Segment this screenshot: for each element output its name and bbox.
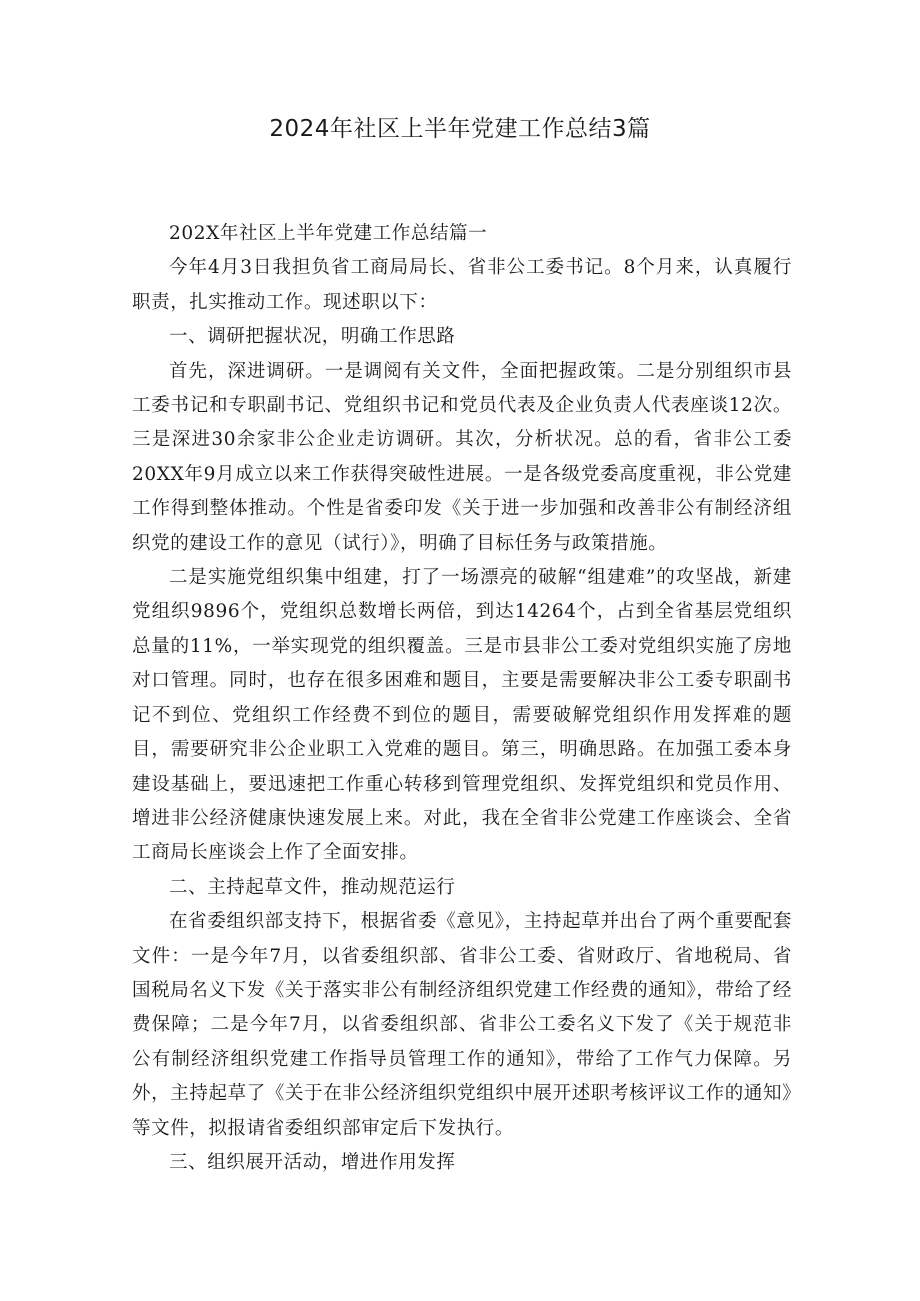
body-paragraph: 首先，深进调研。一是调阅有关文件，全面把握政策。二是分别组织市县工委书记和专职副书记、党组织书记和党员代表及企业负责人代表座谈12次。三是深进30余家非公企业走访调研。其次，分析状况。总的看，省非公工委20XX年9月成立以来工作获得突破性进展。一是各级党委高度重视，非公党建工作得到整体推动。个性是省委印发《关于进一步加强和改善非公有制经济组织党的建设工作的意见（试行）》，明确了目标任务与政策措施。 [132, 360, 792, 554]
document-body [132, 217, 792, 1180]
section-heading: 一、调研把握状况，明确工作思路 [169, 326, 456, 348]
section-heading: 三、组织展开活动，增进作用发挥 [169, 1151, 456, 1173]
body-paragraph: 二是实施党组织集中组建，打了一场漂亮的破解“组建难”的攻坚战，新建党组织9896个，党组织总数增长两倍，到达14264个，占到全省基层党组织总量的11%，一举实现党的组织覆盖。三是市县非公工委对党组织实施了房地对口管理。同时，也存在很多困难和题目，主要是需要解决非公工委专职副书记不到位、党组织工作经费不到位的题目，需要破解党组织作用发挥难的题目，需要研究非公企业职工入党难的题目。第三，明确思路。在加强工委本身建设基础上，要迅速把工作重心转移到管理党组织、发挥党组织和党员作用、增进非公经济健康快速发展上来。对此，我在全省非公党建工作座谈会、全省工商局长座谈会上作了全面安排。 [132, 567, 792, 864]
section-heading: 二、主持起草文件，推动规范运行 [169, 876, 456, 898]
section-heading: 202X年社区上半年党建工作总结篇一 [169, 223, 488, 244]
body-paragraph: 今年4月3日我担负省工商局局长、省非公工委书记。8个月来，认真履行职责，扎实推动工作。现述职以下： [132, 257, 792, 313]
document-title: 2024年社区上半年党建工作总结3篇 [269, 116, 651, 142]
body-paragraph: 在省委组织部支持下，根据省委《意见》，主持起草并出台了两个重要配套文件：一是今年7月，以省委组织部、省非公工委、省财政厅、省地税局、省国税局名义下发《关于落实非公有制经济组织党建工作经费的通知》，带给了经费保障；二是今年7月，以省委组织部、省非公工委名义下发了《关于规范非公有制经济组织党建工作指导员管理工作的通知》，带给了工作气力保障。另外，主持起草了《关于在非公经济组织党组织中展开述职考核评议工作的通知》等文件，拟报请省委组织部审定后下发执行。 [132, 911, 792, 1139]
